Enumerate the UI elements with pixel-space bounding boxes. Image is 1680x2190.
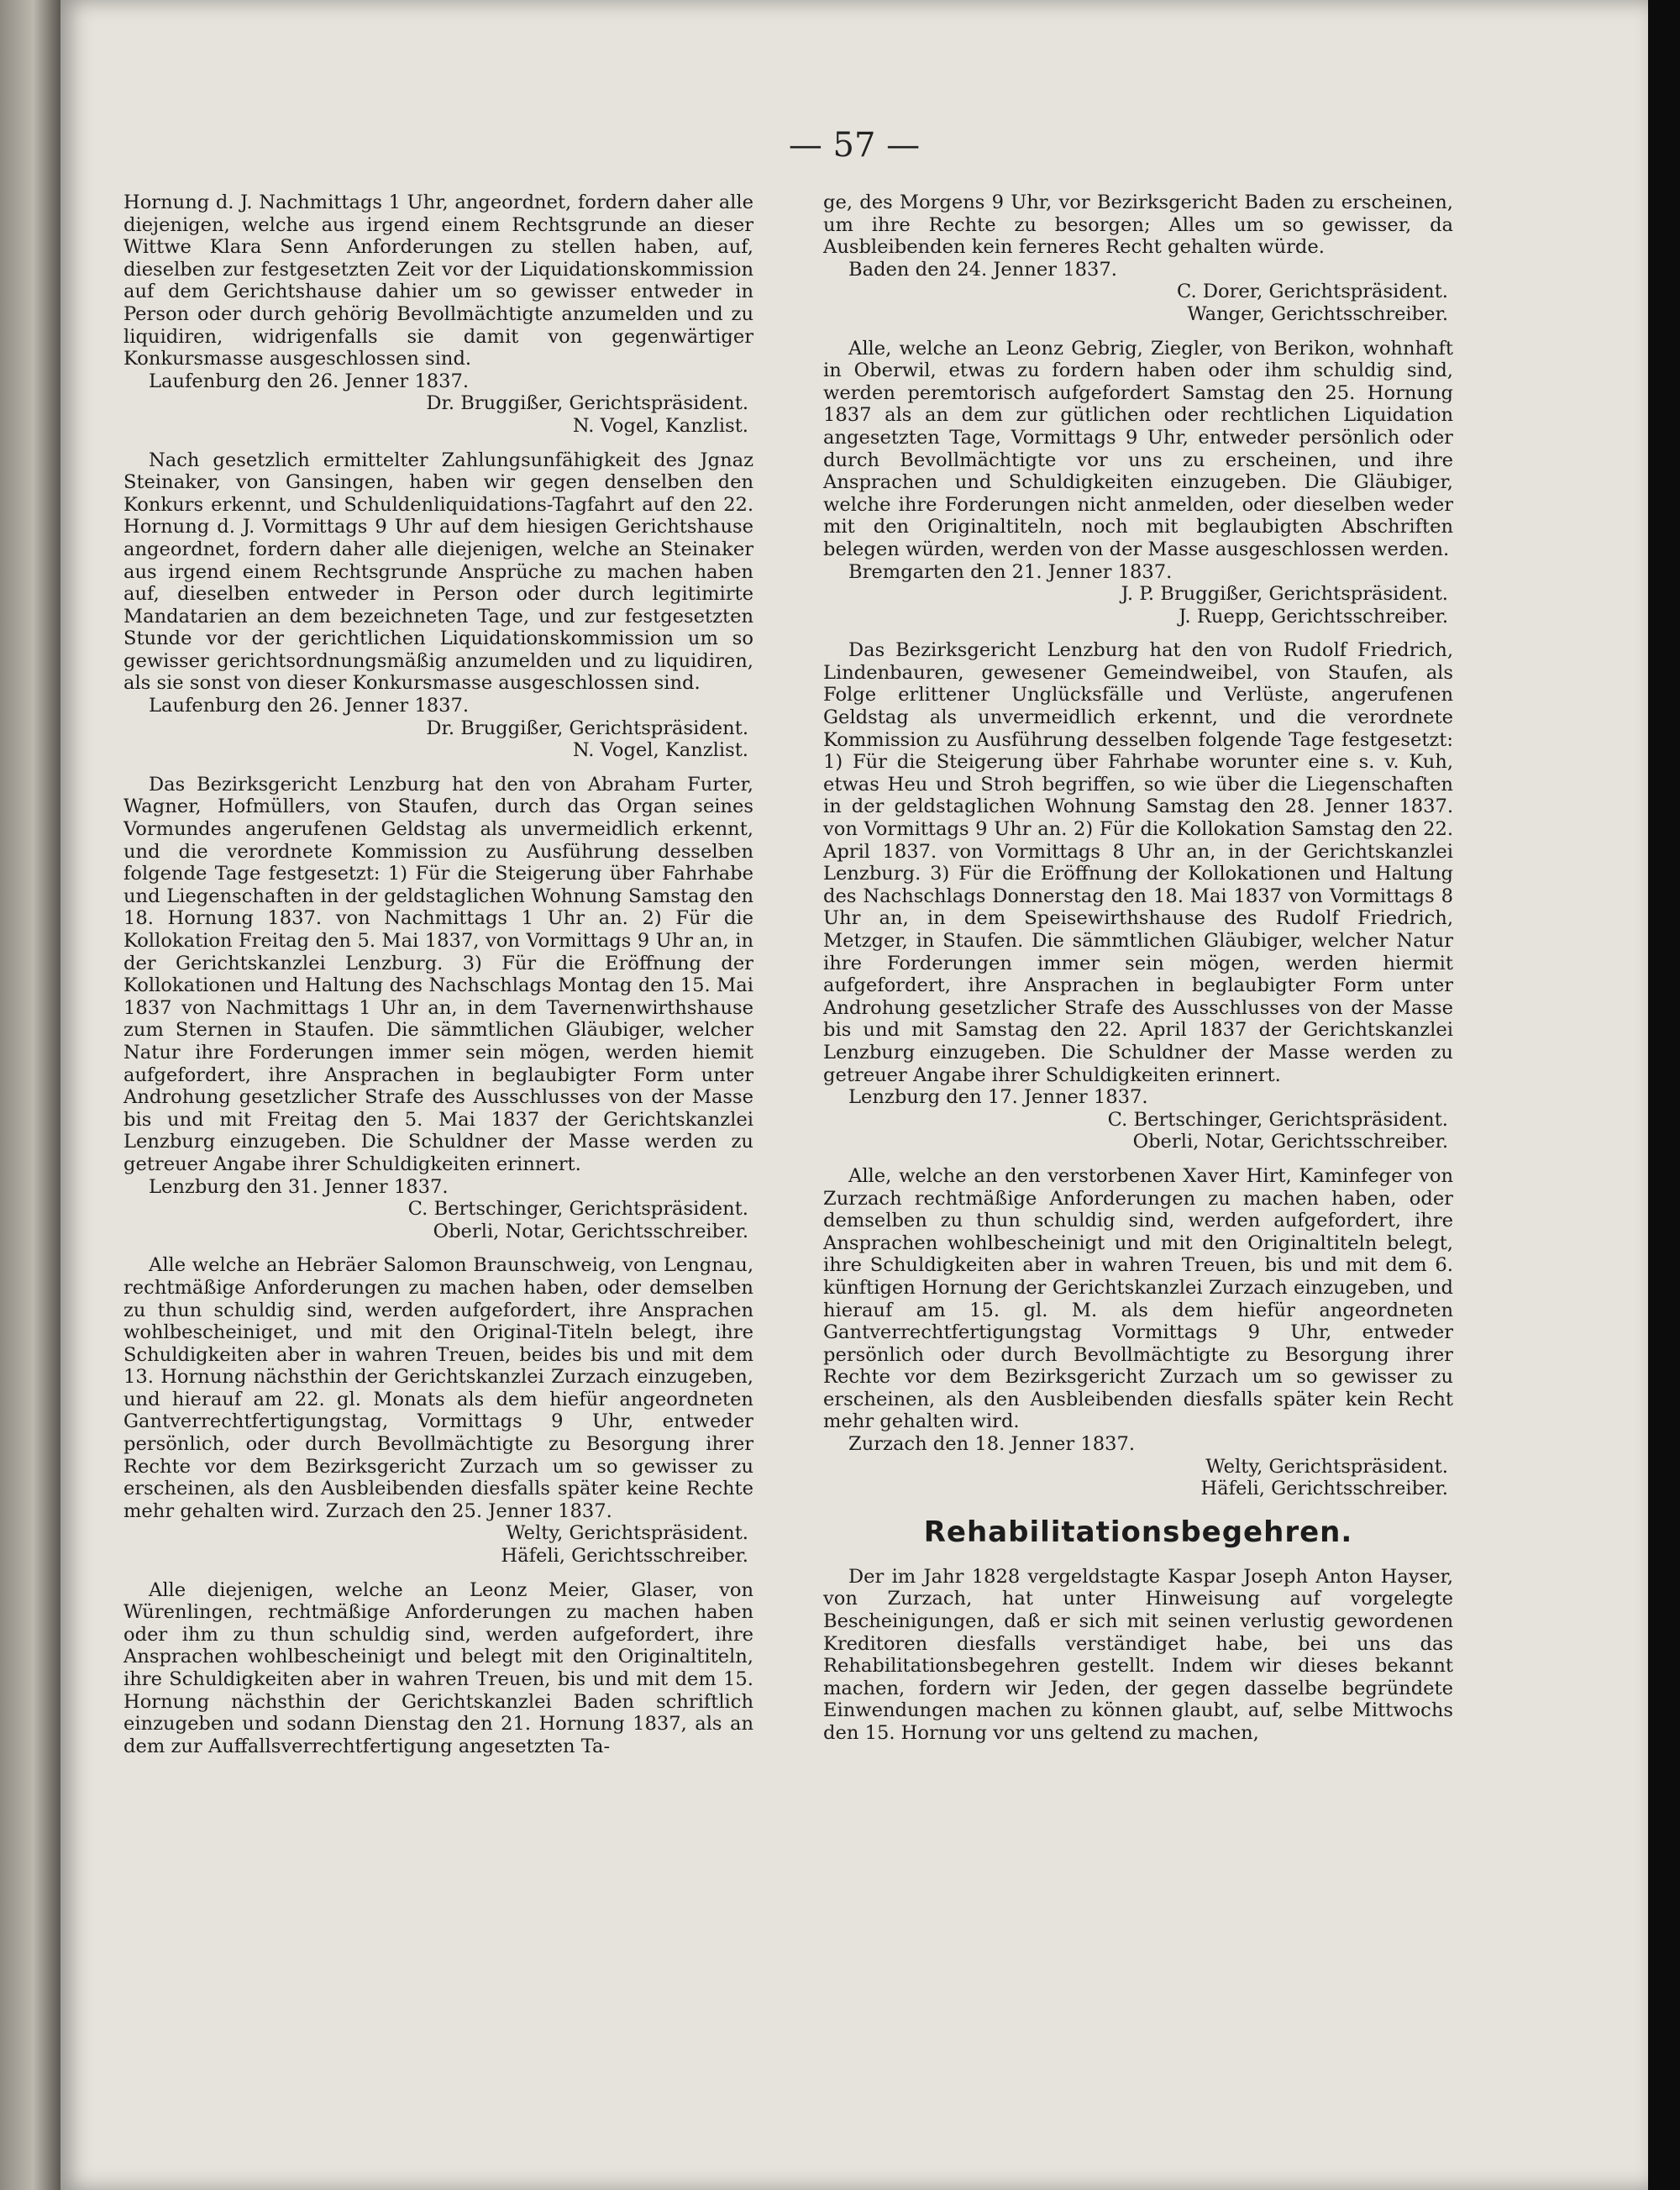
signature-clerk: Oberli, Notar, Gerichtsschreiber. (1132, 1131, 1448, 1153)
notice-text: Alle diejenigen, welche an Leonz Meier, Glaser, von Würenlingen, rechtmäßige Anforderungen zu machen haben oder ihm zu thun schuldig sind, werden aufgefordert, ihre Ansprachen wohlbescheinigt und belegt mit den Originaltiteln, ihre Schuldigkeiten aber in wahren Treuen, bis und mit dem 15. Hornung nächsthin der Gerichtskanzlei Baden schriftlich einzugeben und sodann Dienstag den 21. Hornung 1837, als an dem zur Auffallsverrechtfertigung angesetzten Ta- (123, 1578, 753, 1757)
signature-judge: Dr. Bruggißer, Gerichtspräsident. (426, 392, 748, 415)
notice-friedrich (823, 639, 1453, 1153)
notice-text: Alle, welche an Leonz Gebrig, Ziegler, von Berikon, wohnhaft in Oberwil, etwas zu fordern haben oder ihm schuldig sind, werden peremtorisch aufgefordert Samstag den 25. Hornung 1837 als an dem zur gütlichen oder rechtlichen Liquidation angesetzten Tage, Vormittags 9 Uhr, entweder persönlich oder durch Bevollmächtigte vor uns zu erscheinen, und ihre Ansprachen und Schuldigkeiten einzugeben. Die Gläubiger, welche ihre Forderungen nicht anmelden, oder dieselben weder mit den Originaltiteln, noch mit beglaubigten Abschriften belegen würden, werden von der Masse ausgeschlossen werden. (823, 337, 1453, 560)
signature-judge: J. P. Bruggißer, Gerichtspräsident. (1121, 583, 1448, 606)
section-heading: Rehabilitationsbegehren. (923, 1515, 1353, 1549)
notice-text: Das Bezirksgericht Lenzburg hat den von Rudolf Friedrich, Lindenbauren, gewesener Gemeindweibel, von Staufen, als Folge erlittener Unglücksfälle und Verlüste, angerufenen Geldstag als unvermeidlich erkennt, und die verordnete Kommission zu Ausführung desselben folgende Tage festgesetzt: 1) Für die Steigerung über Fahrhabe worunter eine s. v. Kuh, etwas Heu und Stroh begriffen, so wie über die Liegenschaften in der geldstaglichen Wohnung Samstag den 28. Jenner 1837. von Vormittags 9 Uhr an. 2) Für die Kollokation Samstag den 22. April 1837. von Vormittags 8 Uhr an, in der Gerichtskanzlei Lenzburg. 3) Für die Eröffnung der Kollokationen und Haltung des Nachschlags Donnerstag den 18. Mai 1837 von Vormittags 8 Uhr an, in dem Speisewirthshause des Rudolf Friedrich, Metzger, in Staufen. Die sämmtlichen Gläubiger, welcher Natur ihre Forderungen immer sein mögen, werden hiermit aufgefordert, ihre Ansprachen in beglaubigter Form unter Androhung gesetzlicher Strafe des Ausschlusses von der Masse bis und mit Samstag den 22. April 1837 der Gerichtskanzlei Lenzburg einzugeben. Die Schuldner der Masse werden zu getreuer Angabe ihrer Schuldigkeiten erinnert. (823, 639, 1453, 1086)
signature-judge: Dr. Bruggißer, Gerichtspräsident. (426, 717, 748, 739)
notice-braunschweig (123, 1254, 753, 1567)
notice-text: Hornung d. J. Nachmittags 1 Uhr, angeordnet, fordern daher alle diejenigen, welche aus irgend einem Rechtsgrunde an dieser Wittwe Klara Senn Anforderungen zu stellen haben, auf, dieselben zur festgesetzten Zeit vor der Liquidationskommission auf dem Gerichtshause dahier um so gewisser entweder in Person oder durch gehörig Bevollmächtigte anzumelden und zu liquidiren, widrigenfalls sie damit von gegenwärtiger Konkursmasse ausgeschlossen sind. (123, 192, 753, 370)
signature-judge: C. Bertschinger, Gerichtspräsident. (407, 1198, 748, 1221)
signature-judge: C. Dorer, Gerichtspräsident. (1177, 281, 1448, 303)
signature (123, 1198, 753, 1242)
signature (123, 1522, 753, 1567)
place-date: Laufenburg den 26. Jenner 1837. (149, 370, 470, 392)
signature (123, 717, 753, 762)
notice-steinaker (123, 449, 753, 762)
notice-text: Alle welche an Hebräer Salomon Braunschweig, von Lengnau, rechtmäßige Anforderungen zu machen haben, oder demselben zu thun schuldig sind, werden aufgefordert, ihre Ansprachen wohlbescheiniget, und mit den Original-Titeln belegt, ihre Schuldigkeiten aber in wahren Treuen, beides bis und mit dem 13. Hornung nächsthin der Gerichtskanzlei Zurzach einzugeben, und hierauf am 22. gl. Monats als dem hiefür angeordneten Gantverrechtfertigungstag, Vormittags 9 Uhr, entweder persönlich, oder durch Bevollmächtigte zu Besorgung ihrer Rechte vor dem Bezirksgericht Zurzach um so gewisser zu erscheinen, als den Ausbleibenden diesfalls später keine Rechte mehr gehalten wird. Zurzach den 25. Jenner 1837. (123, 1254, 753, 1522)
notice-leonz-meier-continued (823, 192, 1453, 326)
signature-clerk: Häfeli, Gerichtsschreiber. (1200, 1478, 1448, 1500)
notice-text: ge, des Morgens 9 Uhr, vor Bezirksgericht Baden zu erscheinen, um ihre Rechte zu besorgen; Alles um so gewisser, da Ausbleibenden kein ferneres Recht gehalten würde. (823, 192, 1453, 259)
notice-rehabilitation (823, 1566, 1453, 1745)
place-date: Baden den 24. Jenner 1837. (848, 258, 1117, 281)
notice-text: Alle, welche an den verstorbenen Xaver Hirt, Kaminfeger von Zurzach rechtmäßige Anforderungen zu machen haben, oder demselben zu thun schuldig sind, werden aufgefordert, ihre Ansprachen wohlbescheinigt und mit den Originaltiteln belegt, ihre Schuldigkeiten aber in wahren Treuen, bis und mit dem 6. künftigen Hornung der Gerichtskanzlei Zurzach einzugeben, und hierauf am 15. gl. M. als dem hiefür angeordneten Gantverrechtfertigungstag Vormittags 9 Uhr, entweder persönlich oder durch Bevollmächtigte zu Besorgung ihrer Rechte vor dem Bezirksgericht Zurzach um so gewisser zu erscheinen, als den Ausbleibenden diesfalls später kein Recht mehr gehalten wird. (823, 1164, 1453, 1433)
notice-gebrig (823, 338, 1453, 628)
signature-clerk: Oberli, Notar, Gerichtsschreiber. (433, 1220, 748, 1242)
signature-judge: Welty, Gerichtspräsident. (1205, 1455, 1448, 1478)
place-date: Bremgarten den 21. Jenner 1837. (848, 560, 1173, 583)
notice-text: Nach gesetzlich ermittelter Zahlungsunfähigkeit des Jgnaz Steinaker, von Gansingen, haben wir gegen denselben den Konkurs erkennt, und Schuldenliquidations-Tagfahrt auf den 22. Hornung d. J. Vormittags 9 Uhr auf dem hiesigen Gerichtshause angeordnet, fordern daher alle diejenigen, welche an Steinaker aus irgend einem Rechtsgrunde Ansprüche zu machen haben auf, dieselben entweder in Person oder durch legitimirte Mandatarien an dem bezeichneten Tage, und zur festgesetzten Stunde vor der gerichtlichen Liquidationskommission um so gewisser gerichtsordnungsmäßig anzumelden und zu liquidiren, als sie sonst von dieser Konkursmasse ausgeschlossen sind. (123, 449, 753, 695)
signature-clerk: N. Vogel, Kanzlist. (572, 739, 748, 762)
signature-clerk: Häfeli, Gerichtsschreiber. (501, 1545, 748, 1568)
notice-text: Das Bezirksgericht Lenzburg hat den von Abraham Furter, Wagner, Hofmüllers, von Staufen, durch das Organ seines Vormundes angerufenen Geldstag als unvermeidlich erkennt, und die verordnete Kommission zu Ausführung desselben folgende Tage festgesetzt: 1) Für die Steigerung über Fahrhabe und Liegenschaften in der geldstaglichen Wohnung Samstag den 18. Hornung 1837. von Nachmittags 1 Uhr an. 2) Für die Kollokation Freitag den 5. Mai 1837, von Vormittags 9 Uhr an, in der Gerichtskanzlei Lenzburg. 3) Für die Eröffnung der Kollokationen und Haltung des Nachschlags Montag den 15. Mai 1837 von Nachmittags 1 Uhr an, in dem Tavernenwirthshause zum Sternen in Staufen. Die sämmtlichen Gläubiger, welcher Natur ihre Forderungen immer sein mögen, werden hiemit aufgefordert, ihre Ansprachen in beglaubigter Form unter Androhung gesetzlicher Strafe des Ausschlusses von der Masse bis und mit Freitag den 5. Mai 1837 der Gerichtskanzlei Lenzburg einzugeben. Die Schuldner der Masse werden zu getreuer Angabe ihrer Schuldigkeiten erinnert. (123, 773, 753, 1175)
signature-judge: Welty, Gerichtspräsident. (506, 1522, 748, 1545)
left-column (123, 192, 753, 1769)
signature (823, 1456, 1453, 1500)
signature (823, 281, 1453, 325)
notice-leonz-meier (123, 1579, 753, 1758)
scan-border (1648, 0, 1680, 2190)
signature (123, 392, 753, 437)
notice-furter (123, 774, 753, 1242)
signature-clerk: Wanger, Gerichtsschreiber. (1187, 302, 1448, 325)
signature-judge: C. Bertschinger, Gerichtspräsident. (1107, 1108, 1448, 1131)
place-date: Lenzburg den 31. Jenner 1837. (149, 1175, 449, 1198)
signature (823, 1109, 1453, 1153)
signature (823, 583, 1453, 628)
page-number: — 57 — (788, 126, 921, 165)
notice-hirt (823, 1165, 1453, 1500)
place-date: Zurzach den 18. Jenner 1837. (848, 1433, 1136, 1456)
signature-clerk: N. Vogel, Kanzlist. (572, 414, 748, 437)
newspaper-page (60, 0, 1648, 2190)
right-column (823, 192, 1453, 1757)
notice-text: Der im Jahr 1828 vergeldstagte Kaspar Joseph Anton Hayser, von Zurzach, hat unter Hinweisung auf vorgelegte Bescheinigungen, daß er sich mit seinen verlustig gewordenen Kreditoren diesfalls verständiget habe, bei uns das Rehabilitationsbegehren gestellt. Indem wir dieses bekannt machen, fordern wir Jeden, der gegen dasselbe begründete Einwendungen machen zu können glaubt, auf, selbe Mittwochs den 15. Hornung vor uns geltend zu machen, (823, 1565, 1453, 1744)
place-date: Laufenburg den 26. Jenner 1837. (149, 695, 470, 717)
previous-page-edge (0, 0, 60, 2190)
notice-klara-senn (123, 192, 753, 438)
signature-clerk: J. Ruepp, Gerichtsschreiber. (1179, 605, 1448, 628)
place-date: Lenzburg den 17. Jenner 1837. (848, 1086, 1148, 1109)
